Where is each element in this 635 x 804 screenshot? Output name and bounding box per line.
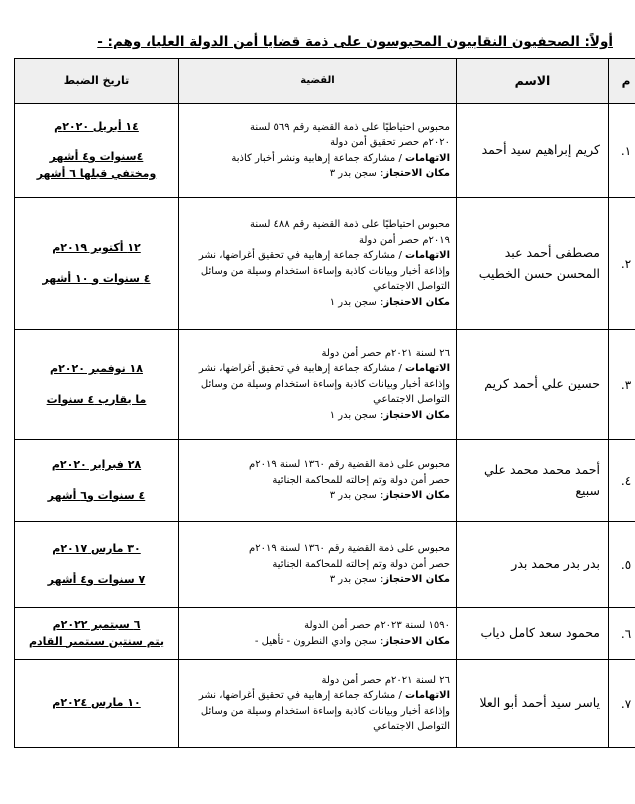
table-row: [15, 104, 635, 198]
row-number: ٢.: [609, 198, 635, 330]
detention-line: مكان الاحتجاز: سجن بدر ٣: [329, 168, 450, 179]
table-row: [15, 522, 635, 608]
charges-text: مشاركة جماعة إرهابية في تحقيق أغراضها، نشر وإذاعة أخبار وبيانات كاذبة وإساءة استخدام وسيلة من وسائل التواصل الاجتماعي: [198, 363, 450, 406]
detention-duration: يتم سنتين سبتمبر القادم: [28, 634, 165, 648]
detainee-name: كريم إبراهيم سيد أحمد: [457, 104, 609, 198]
col-header-case: القضية: [179, 59, 457, 104]
arrest-date-cell: [15, 660, 179, 748]
arrest-date-cell: [15, 608, 179, 660]
detention-place: سجن بدر ٣: [329, 168, 377, 179]
detention-line: مكان الاحتجاز: سجن بدر ١: [329, 296, 450, 308]
detention-place: سجن بدر ١: [329, 296, 377, 308]
case-details: [179, 660, 457, 748]
charges-label: الاتهامات: [405, 363, 450, 375]
charges-text: مشاركة جماعة إرهابية في تحقيق أغراضها، نشر وإذاعة أخبار وبيانات كاذبة وإساءة استخدام وسيلة من وسائل التواصل الاجتماعي: [198, 250, 450, 292]
case-details: [179, 198, 457, 330]
arrest-date: ٦ سبتمبر ٢٠٢٢م: [52, 618, 141, 631]
detention-duration: ما يقارب ٤ سنوات: [46, 392, 147, 406]
charges-line: الاتهامات / مشاركة جماعة إرهابية ونشر أخبار كاذبة: [231, 152, 450, 164]
detention-line: مكان الاحتجاز: سجن وادي النطرون - تأهيل -: [254, 635, 450, 647]
detention-label: مكان الاحتجاز: [383, 635, 450, 647]
page-heading: أولاً: الصحفيون النقابيون المحبوسون على ذمة قضايا أمن الدولة العليا، وهم: -: [97, 34, 613, 50]
case-details: [179, 440, 457, 522]
col-header-name: الاسم: [457, 59, 609, 104]
case-line: ١٥٩٠ لسنة ٢٠٢٣م حصر أمن الدولة: [304, 620, 450, 631]
detainee-name: أحمد محمد محمد علي سبيع: [457, 440, 609, 522]
arrest-date: ١٢ أكتوبر ٢٠١٩م: [52, 241, 141, 254]
detainee-name: ياسر سيد أحمد أبو العلا: [457, 660, 609, 748]
row-number: ٣.: [609, 330, 635, 440]
arrest-date: ٢٨ فبراير ٢٠٢٠م: [51, 458, 142, 471]
arrest-date: ١٨ نوفمبر ٢٠٢٠م: [50, 362, 143, 375]
row-number: ١.: [609, 104, 635, 198]
charges-text: مشاركة جماعة إرهابية في تحقيق أغراضها، نشر وإذاعة أخبار وبيانات كاذبة وإساءة استخدام وسيلة من وسائل التواصل الاجتماعي: [198, 690, 450, 732]
case-line: محبوس على ذمة القضية رقم ١٣٦٠ لسنة ٢٠١٩م: [249, 459, 450, 471]
arrest-date-cell: [15, 104, 179, 198]
case-line: ٢٠١٩م حصر أمن دولة: [358, 234, 450, 246]
case-line: ٢٦ لسنة ٢٠٢١م حصر أمن دولة: [321, 347, 450, 359]
charges-label: الاتهامات: [405, 690, 450, 701]
table-header-row: [15, 59, 635, 104]
detention-duration: ٤ سنوات و ١٠ أشهر: [42, 271, 151, 285]
charges-line: الاتهامات / مشاركة جماعة إرهابية في تحقيق أغراضها، نشر وإذاعة أخبار وبيانات كاذبة وإساءة استخدام وسيلة من وسائل التواصل الاجتماعي: [198, 363, 450, 406]
detention-label: مكان الاحتجاز: [383, 296, 450, 308]
table-row: [15, 660, 635, 748]
detainees-table: [14, 58, 635, 748]
detention-line: مكان الاحتجاز: سجن بدر ٣: [329, 574, 450, 586]
table-row: [15, 440, 635, 522]
case-line: محبوس على ذمة القضية رقم ١٣٦٠ لسنة ٢٠١٩م: [249, 543, 450, 555]
arrest-date: ١٤ أبريل ٢٠٢٠م: [54, 119, 139, 133]
table-row: [15, 330, 635, 440]
detainee-name: حسين علي أحمد كريم: [457, 330, 609, 440]
case-details: [179, 608, 457, 660]
arrest-date: ٣٠ مارس ٢٠١٧م: [52, 542, 141, 555]
detention-duration: ٤ سنوات و٦ أشهر: [47, 488, 146, 502]
case-details: [179, 104, 457, 198]
detention-line: مكان الاحتجاز: سجن بدر ٣: [329, 490, 450, 502]
charges-line: الاتهامات / مشاركة جماعة إرهابية في تحقيق أغراضها، نشر وإذاعة أخبار وبيانات كاذبة وإساءة استخدام وسيلة من وسائل التواصل الاجتماعي: [198, 690, 450, 732]
charges-label: الاتهامات: [405, 152, 450, 164]
case-line: محبوس احتياطيًا على ذمة القضية رقم ٥٦٩ لسنة: [250, 121, 450, 133]
col-header-date: تاريخ الضبط: [15, 59, 179, 104]
detention-duration: ٧ سنوات و٤ أشهر: [47, 572, 146, 586]
table-row: [15, 608, 635, 660]
detention-place: سجن بدر ١: [329, 409, 377, 421]
case-details: [179, 522, 457, 608]
row-number: ٤.: [609, 440, 635, 522]
detention-place: سجن وادي النطرون - تأهيل -: [254, 635, 377, 647]
row-number: ٦.: [609, 608, 635, 660]
detention-label: مكان الاحتجاز: [383, 168, 450, 179]
arrest-date: ١٠ مارس ٢٠٢٤م: [52, 696, 141, 710]
charges-line: الاتهامات / مشاركة جماعة إرهابية في تحقيق أغراضها، نشر وإذاعة أخبار وبيانات كاذبة وإساءة استخدام وسيلة من وسائل التواصل الاجتماعي: [198, 250, 450, 292]
charges-text: مشاركة جماعة إرهابية ونشر أخبار كاذبة: [231, 152, 396, 164]
charges-label: الاتهامات: [405, 250, 450, 261]
detention-label: مكان الاحتجاز: [383, 490, 450, 502]
detention-line: مكان الاحتجاز: سجن بدر ١: [329, 409, 450, 421]
detainee-name: مصطفى أحمد عبد المحسن حسن الخطيب: [457, 198, 609, 330]
col-header-num: م: [609, 59, 635, 104]
row-number: ٧.: [609, 660, 635, 748]
detention-label: مكان الاحتجاز: [383, 409, 450, 421]
detention-duration: ٤سنوات و٤ أشهر: [49, 150, 144, 164]
arrest-date-cell: [15, 440, 179, 522]
detention-place: سجن بدر ٣: [329, 490, 377, 502]
arrest-date-cell: [15, 522, 179, 608]
case-details: [179, 330, 457, 440]
detention-note: ومختفي قبلها ٦ أشهر: [36, 166, 157, 180]
arrest-date-cell: [15, 198, 179, 330]
table-row: [15, 198, 635, 330]
detainee-name: محمود سعد كامل دياب: [457, 608, 609, 660]
case-line: حصر أمن دولة وتم إحالته للمحاكمة الجنائية: [272, 474, 450, 486]
case-line: محبوس احتياطيًا على ذمة القضية رقم ٤٨٨ لسنة: [250, 219, 450, 230]
case-line: حصر أمن دولة وتم إحالته للمحاكمة الجنائية: [272, 558, 450, 570]
detention-label: مكان الاحتجاز: [383, 574, 450, 586]
detention-place: سجن بدر ٣: [329, 574, 377, 586]
arrest-date-cell: [15, 330, 179, 440]
case-line: ٢٦ لسنة ٢٠٢١م حصر أمن دولة: [321, 674, 450, 686]
detainee-name: بدر بدر محمد بدر: [457, 522, 609, 608]
case-line: ٢٠٢٠م حصر تحقيق أمن دولة: [330, 137, 450, 148]
row-number: ٥.: [609, 522, 635, 608]
